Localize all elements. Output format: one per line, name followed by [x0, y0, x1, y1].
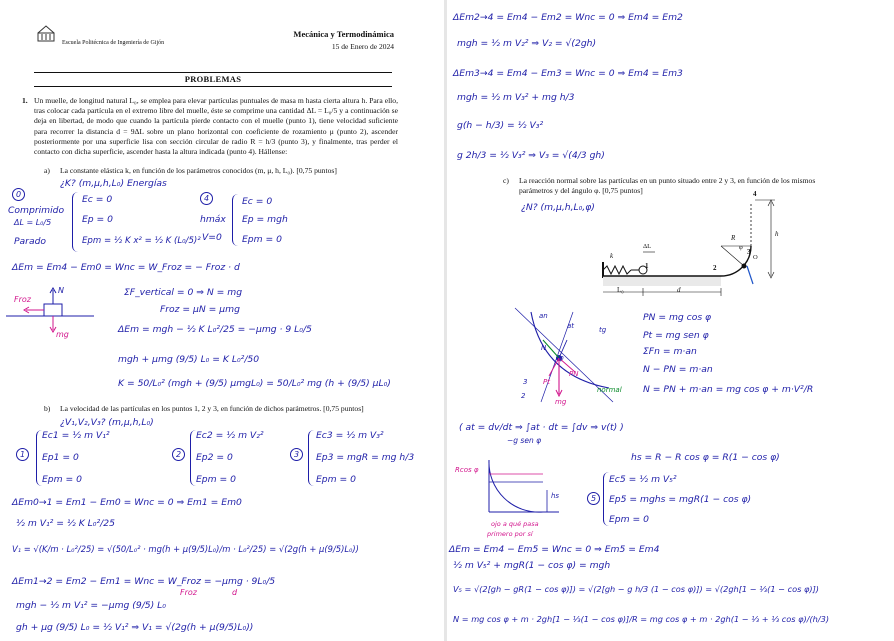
- handwritten-line: ¿K? (m,μ,h,L₀) Energías: [60, 178, 167, 189]
- header-rule: [34, 72, 392, 73]
- height-sketch: [483, 456, 563, 516]
- point-marker: 4: [200, 192, 213, 205]
- question-a-text: La constante elástica k, en función de los parámetros conocidos (m, μ, h, L₀). [0,75 puntos]: [60, 166, 337, 175]
- handwritten-line: ΔEm1→2 = Em2 − Em1 = Wnc = W_Froz = −μmg · 9L₀/5: [12, 576, 276, 587]
- handwritten-line: ΔL = L₀/5: [14, 218, 52, 227]
- diagram-label: R: [731, 234, 736, 242]
- handwritten-line: Epm = 0: [242, 234, 282, 245]
- handwritten-line: Epm = 0: [609, 514, 649, 525]
- handwritten-line: g(h − h/3) = ½ V₃²: [457, 120, 544, 131]
- diagram-label: h: [775, 230, 779, 238]
- handwritten-line: N = PN + m·an = mg cos φ + m·V²/R: [643, 384, 814, 395]
- diagram-label: L₀: [617, 286, 624, 294]
- handwritten-line: hs = R − R cos φ = R(1 − cos φ): [631, 452, 780, 463]
- handwritten-line: ΔEm = mgh − ½ K L₀²/25 = −μmg · 9 L₀/5: [118, 324, 312, 335]
- school-name: Escuela Politécnica de Ingeniería de Gijón: [62, 40, 165, 46]
- handwritten-line: mgh = ½ m V₃² + mg h/3: [457, 92, 575, 103]
- handwritten-line: ΔEm = Em4 − Em0 = Wnc = W_Froz = − Froz · d: [12, 262, 240, 273]
- question-c-text: La reacción normal sobre las partículas en un punto situado entre 2 y 3, en función de los mismos parámetros y del ángulo φ. [0,75 puntos]: [519, 176, 816, 195]
- handwritten-line: Ep3 = mgR = mg h/3: [316, 452, 415, 463]
- section-title: PROBLEMAS: [184, 74, 242, 84]
- question-b-text: La velocidad de las partículas en los puntos 1, 2 y 3, en función de dichos parámetros. [0,75 puntos]: [60, 404, 364, 413]
- handwritten-line: Ec3 = ½ m V₃²: [316, 430, 384, 441]
- handwritten-line: gh + μg (9/5) L₀ = ½ V₁² ⇒ V₁ = √(2g(h + μ(9/5)L₀)): [16, 622, 254, 633]
- fbd-label: Pt: [543, 378, 550, 386]
- fbd-label: at: [567, 322, 575, 330]
- hs-label: hs: [551, 492, 560, 500]
- handwritten-line: Epm = 0: [316, 474, 356, 485]
- handwritten-line: Ep = mgh: [242, 214, 288, 225]
- fbd-label: φ: [559, 354, 564, 362]
- handwritten-line: Ec5 = ½ m V₅²: [609, 474, 677, 485]
- handwritten-line: Ec2 = ½ m V₂²: [196, 430, 264, 441]
- brace: [72, 192, 79, 252]
- block-free-body-sketch: [4, 282, 96, 342]
- brace: [308, 430, 315, 486]
- handwritten-line: Epm = 0: [196, 474, 236, 485]
- handwritten-line: Epm = ½ K x² = ½ K (L₀/5)²: [82, 236, 201, 246]
- handwritten-line: Ep2 = 0: [196, 452, 233, 463]
- handwritten-line: PN = mg cos φ: [643, 312, 712, 323]
- university-logo-icon: [36, 24, 56, 42]
- handwritten-line: hmáx: [200, 214, 226, 225]
- diagram-point: 2: [713, 264, 717, 272]
- handwritten-line: ΔEm = Em4 − Em5 = Wnc = 0 ⇒ Em5 = Em4: [449, 544, 660, 555]
- point-marker: 5: [587, 492, 600, 505]
- handwritten-line: ¿V₁,V₂,V₃? (m,μ,h,L₀): [60, 417, 154, 428]
- handwritten-line: mgh + μmg (9/5) L₀ = K L₀²/50: [118, 354, 260, 365]
- handwritten-line: K = 50/L₀² (mgh + (9/5) μmgL₀) = 50/L₀² mg (h + (9/5) μL₀): [118, 378, 391, 389]
- track-diagram: [597, 192, 787, 302]
- fbd-label: an: [539, 312, 548, 320]
- diagram-point: 3: [747, 248, 751, 256]
- handwritten-line: Epm = 0: [42, 474, 82, 485]
- handwritten-line: V₁ = √(K/m · L₀²/25) = √(50/L₀² · mg(h + μ(9/5)L₀)/m · L₀²/25) = √(2g(h + μ(9/5)L₀)): [12, 544, 359, 554]
- problem-number: 1.: [22, 96, 28, 105]
- pink-annotation: d: [232, 588, 238, 597]
- pink-annotation: Froz: [180, 588, 197, 597]
- point-marker: 1: [16, 448, 29, 461]
- exam-date: 15 de Enero de 2024: [331, 42, 394, 51]
- problem-statement: Un muelle, de longitud natural L₀, se emplea para elevar partículas puntuales de masa m hasta cierta altura h. Para ello, tras colocar cada partícula en el extremo libre del muelle, éste se comprime una cantidad ΔL = L₀/5 y a continuación se deja en libertad, de modo que cuando la partícula pierde contacto con el muelle (punto 1), tiene velocidad suficiente para recorrer la distancia d = 9ΔL sobre un plano horizontal con coeficiente de rozamiento μ (punto 2), ascender posteriormente por una superficie lisa con sección circular de radio R = h/3 (punto 3), y finalmente, tras perder el contacto con dicha superficie, ascender hasta la altura indicada (punto 4). Hállense:: [34, 96, 398, 157]
- handwritten-line: Ec1 = ½ m V₁²: [42, 430, 110, 441]
- handwritten-line: ΣF_vertical = 0 ⇒ N = mg: [124, 287, 243, 298]
- friction-label: Froz: [14, 295, 31, 304]
- question-c-label: c): [503, 176, 509, 185]
- handwritten-line: V₅ = √(2[gh − gR(1 − cos φ)]) = √(2[gh − g h/3 (1 − cos φ)]) = √(2gh[1 − ⅓(1 − cos φ)]): [453, 584, 819, 594]
- handwritten-line: V=0: [202, 232, 222, 243]
- point-marker: 3: [290, 448, 303, 461]
- right-page: [447, 0, 894, 641]
- handwritten-line: Froz = μN = μmg: [160, 304, 240, 315]
- pink-note: primero por sí: [487, 530, 533, 538]
- handwritten-line: Pt = mg sen φ: [643, 330, 709, 341]
- question-a-label: a): [44, 166, 50, 175]
- point-marker: 0: [12, 188, 25, 201]
- course-title: Mecánica y Termodinámica: [293, 29, 394, 39]
- handwritten-line: −g sen φ: [507, 436, 542, 445]
- point-marker: 2: [172, 448, 185, 461]
- diagram-label: d: [677, 286, 681, 294]
- handwritten-line: mgh = ½ m V₂² ⇒ V₂ = √(2gh): [457, 38, 597, 49]
- fbd-label: tg: [599, 326, 607, 334]
- question-b-label: b): [44, 404, 51, 413]
- diagram-point: 1: [645, 262, 649, 270]
- left-page: [0, 0, 444, 641]
- handwritten-line: ¿N? (m,μ,h,L₀,φ): [521, 202, 595, 213]
- handwritten-line: ½ m V₁² = ½ K L₀²/25: [16, 518, 115, 529]
- handwritten-line: g 2h/3 = ½ V₃² ⇒ V₃ = √(4/3 gh): [457, 150, 605, 161]
- handwritten-line: N − PN = m·an: [643, 364, 713, 375]
- diagram-point: 4: [753, 190, 757, 198]
- handwritten-line: Ep = 0: [82, 214, 114, 225]
- weight-label: mg: [56, 330, 69, 339]
- handwritten-line: Ec = 0: [242, 196, 273, 207]
- fbd-label: N: [541, 344, 547, 352]
- fbd-label: PN: [569, 370, 579, 378]
- handwritten-line: Ec = 0: [82, 194, 113, 205]
- fbd-label: 3: [523, 378, 528, 386]
- diagram-label: O: [753, 254, 758, 261]
- handwritten-line: ( at = dv/dt ⇒ ∫at · dt = ∫dv ⇒ v(t) ): [459, 422, 624, 433]
- header-rule: [34, 86, 392, 87]
- handwritten-line: ΔEm0→1 = Em1 − Em0 = Wnc = 0 ⇒ Em1 = Em0: [12, 497, 242, 508]
- normal-label: N: [58, 286, 64, 295]
- handwritten-line: mgh − ½ m V₁² = −μmg (9/5) L₀: [16, 600, 166, 611]
- handwritten-line: Ep1 = 0: [42, 452, 79, 463]
- handwritten-line: ΔEm3→4 = Em4 − Em3 = Wnc = 0 ⇒ Em4 = Em3: [453, 68, 683, 79]
- diagram-label: ΔL: [643, 243, 652, 250]
- handwritten-line: Comprimido: [8, 205, 65, 216]
- fbd-label: normal: [597, 386, 622, 394]
- fbd-label: mg: [555, 398, 567, 406]
- handwritten-line: N = mg cos φ + m · 2gh[1 − ⅓(1 − cos φ)]/R = mg cos φ + m · 2gh(1 − ⅓ + ⅓ cos φ)/(h/3): [453, 614, 830, 624]
- handwritten-line: Parado: [14, 236, 47, 247]
- handwritten-line: ½ m V₅² + mgR(1 − cos φ) = mgh: [453, 560, 611, 571]
- diagram-label: φ: [739, 244, 743, 251]
- brace: [232, 194, 239, 246]
- handwritten-line: ΣFn = m·an: [643, 346, 697, 357]
- handwritten-line: Ep5 = mghs = mgR(1 − cos φ): [609, 494, 752, 505]
- rcos-label: Rcos φ: [455, 466, 479, 474]
- diagram-label: k: [610, 252, 614, 260]
- handwritten-line: ΔEm2→4 = Em4 − Em2 = Wnc = 0 ⇒ Em4 = Em2: [453, 12, 683, 23]
- pink-note: ojo a qué pasa: [491, 520, 539, 528]
- fbd-label: 2: [521, 392, 526, 400]
